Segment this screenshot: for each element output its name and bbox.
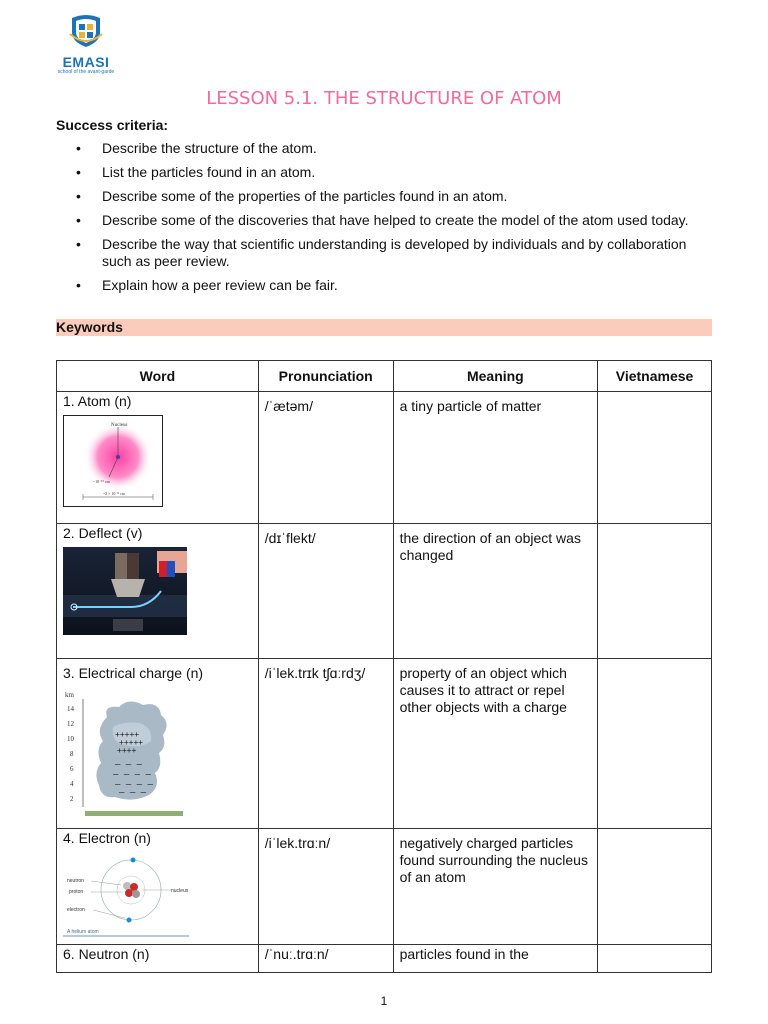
cloud-axis-tick: 6 (70, 765, 74, 773)
criteria-text: List the particles found in an atom. (102, 164, 316, 180)
cloud-axis-tick: 4 (70, 780, 74, 788)
table-row (57, 945, 712, 973)
meaning-cell (393, 659, 597, 829)
pronunciation-text: /iˈlek.trɑːn/ (264, 835, 331, 851)
header-meaning: Meaning (393, 361, 597, 392)
logo-motto: school of the avant-garde (57, 69, 115, 75)
table-row (57, 829, 712, 945)
svg-text:– – –: – – – (119, 788, 147, 798)
electron-label: electron (67, 907, 85, 913)
word-cell (57, 524, 259, 659)
vietnamese-text (604, 829, 705, 835)
table-row (57, 524, 712, 659)
helium-atom-diagram (63, 852, 193, 938)
cloud-axis-unit: km (65, 691, 74, 699)
cloud-axis-tick: 2 (70, 795, 74, 803)
word-text: 2. Deflect (v) (63, 525, 143, 541)
pronunciation-text: /dɪˈflekt/ (264, 530, 316, 546)
success-criteria-heading: Success criteria: (56, 117, 169, 133)
svg-text:– – – –: – – – – (113, 770, 151, 780)
pronunciation-cell (258, 829, 393, 945)
table-row (57, 659, 712, 829)
charged-cloud-diagram (63, 687, 183, 817)
header-pronunciation: Pronunciation (258, 361, 393, 392)
meaning-cell (393, 392, 597, 524)
meaning-text: the direction of an object was changed (399, 530, 581, 563)
bullet-icon: • (76, 277, 81, 293)
vietnamese-cell[interactable] (598, 659, 712, 829)
criteria-item (56, 188, 716, 205)
criteria-item (56, 236, 716, 270)
nucleus-label: nucleus (171, 888, 189, 894)
table-row (57, 392, 712, 524)
meaning-cell (393, 829, 597, 945)
bullet-icon: • (76, 140, 81, 156)
pronunciation-text: /ˈnuː.trɑːn/ (264, 946, 329, 962)
vietnamese-cell[interactable] (598, 829, 712, 945)
school-logo (56, 14, 116, 74)
logo-brand: EMASI (62, 54, 110, 70)
atom-diagram (63, 415, 163, 507)
vietnamese-text (604, 392, 705, 398)
bullet-icon: • (76, 188, 81, 204)
bullet-icon: • (76, 164, 81, 180)
meaning-text: particles found in the (399, 946, 529, 962)
cloud-axis-tick: 8 (70, 750, 74, 758)
criteria-text: Describe some of the discoveries that have helped to create the model of the atom used today. (102, 212, 689, 228)
criteria-text: Explain how a peer review can be fair. (102, 277, 338, 293)
pronunciation-cell (258, 392, 393, 524)
deflection-photo (63, 547, 187, 635)
meaning-text: negatively charged particles found surrounding the nucleus of an atom (399, 835, 588, 885)
pronunciation-text: /ˈætəm/ (264, 398, 313, 414)
nucleus-label: Nucleus (111, 423, 128, 428)
word-text: 3. Electrical charge (n) (63, 665, 204, 681)
cloud-axis-tick: 14 (67, 705, 74, 713)
vietnamese-text (604, 945, 705, 951)
pronunciation-cell (258, 945, 393, 973)
criteria-text: Describe the way that scientific understanding is developed by individuals and by collaboration such as peer review. (102, 236, 687, 269)
criteria-item (56, 140, 716, 157)
vietnamese-cell[interactable] (598, 392, 712, 524)
keywords-heading: Keywords (56, 319, 712, 336)
bullet-icon: • (76, 212, 81, 228)
svg-text:– – –: – – – (115, 760, 143, 770)
svg-text:++++: ++++ (117, 746, 137, 755)
svg-text:– – – –: – – – – (115, 780, 153, 790)
keywords-table (56, 360, 712, 973)
bullet-icon: • (76, 236, 81, 252)
word-cell (57, 392, 259, 524)
criteria-text: Describe some of the properties of the particles found in an atom. (102, 188, 508, 204)
helium-caption: A helium atom (67, 929, 99, 935)
criteria-item (56, 277, 716, 294)
cloud-axis-tick: 12 (67, 720, 74, 728)
word-cell (57, 829, 259, 945)
svg-text:+++++: +++++ (115, 730, 140, 739)
header-word: Word (57, 361, 259, 392)
nucleus-size-label: ~10⁻¹⁵ cm (93, 479, 110, 484)
vietnamese-text (604, 524, 705, 530)
meaning-cell (393, 524, 597, 659)
word-text: 1. Atom (n) (63, 393, 132, 409)
criteria-text: Describe the structure of the atom. (102, 140, 317, 156)
svg-text:+++++: +++++ (119, 738, 144, 747)
word-text: 4. Electron (n) (63, 830, 151, 846)
success-criteria-list (56, 140, 716, 301)
vietnamese-text (604, 659, 705, 665)
header-vietnamese: Vietnamese (598, 361, 712, 392)
criteria-item (56, 212, 716, 229)
atom-width-label: ~2 × 10⁻⁸ cm (103, 491, 125, 496)
proton-label: proton (69, 889, 84, 895)
vietnamese-cell[interactable] (598, 945, 712, 973)
vietnamese-cell[interactable] (598, 524, 712, 659)
word-cell (57, 659, 259, 829)
meaning-text: a tiny particle of matter (399, 398, 542, 414)
pronunciation-cell (258, 659, 393, 829)
pronunciation-text: /iˈlek.trɪk tʃɑːrdʒ/ (264, 665, 366, 681)
table-header-row (57, 361, 712, 392)
meaning-text: property of an object which causes it to attract or repel other objects with a charge (399, 665, 567, 715)
pronunciation-cell (258, 524, 393, 659)
criteria-item (56, 164, 716, 181)
cloud-axis-tick: 10 (67, 735, 74, 743)
word-cell (57, 945, 259, 973)
neutron-label: neutron (67, 878, 84, 884)
page-number: 1 (380, 994, 388, 1008)
meaning-cell (393, 945, 597, 973)
shield-logo-icon (68, 14, 104, 48)
page-title: LESSON 5.1. THE STRUCTURE OF ATOM (206, 88, 562, 109)
word-text: 6. Neutron (n) (63, 946, 150, 962)
